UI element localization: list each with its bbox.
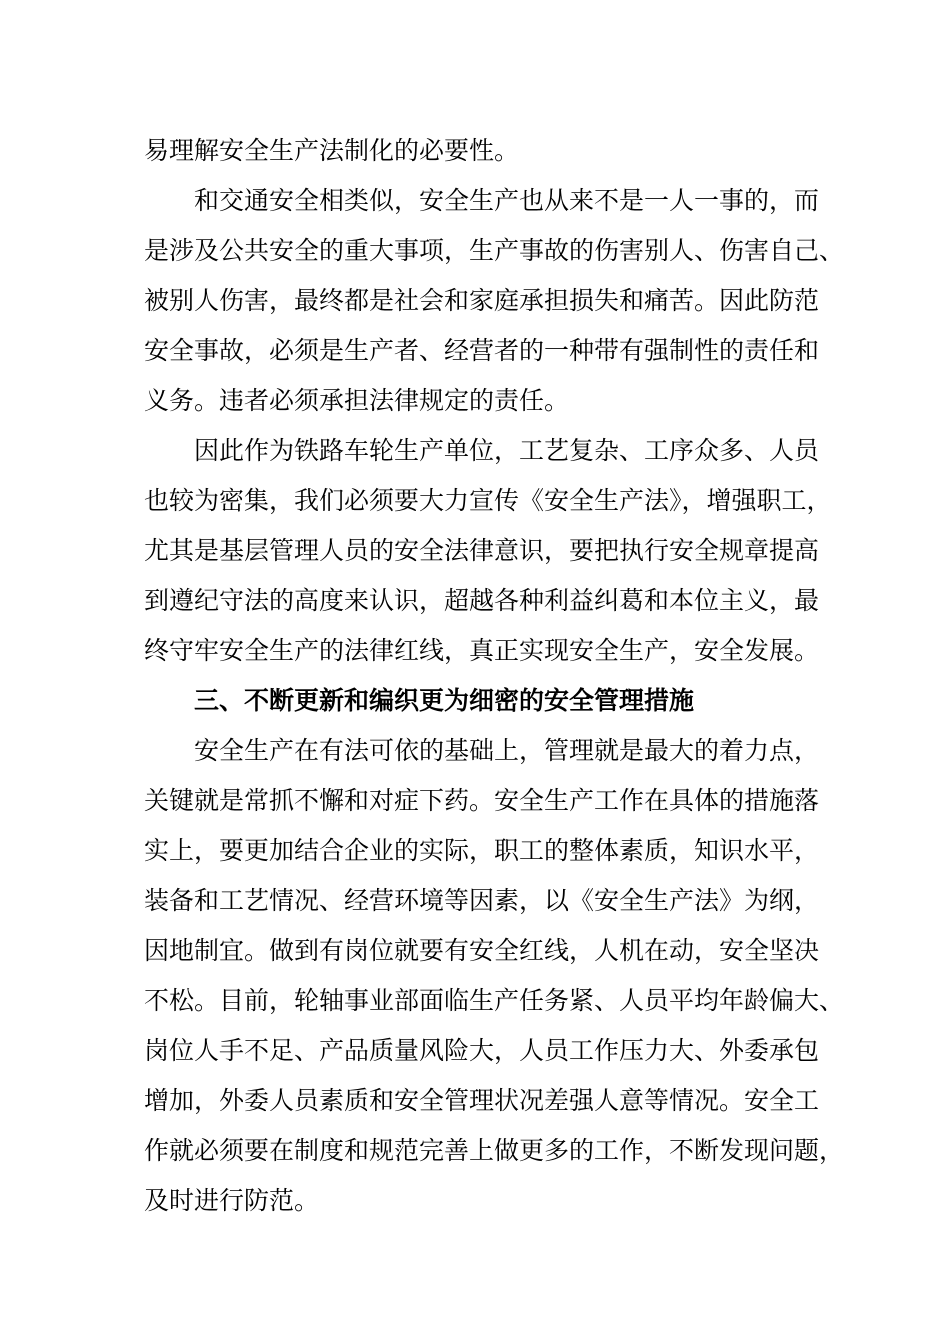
- text-line-22: 及时进行防范。: [144, 1186, 320, 1215]
- text-line-1: 易理解安全生产法制化的必要性。: [144, 136, 520, 165]
- text-line-11: 终守牢安全生产的法律红线，真正实现安全生产，安全发展。: [144, 636, 820, 665]
- text-line-3: 是涉及公共安全的重大事项，生产事故的伤害别人、伤害自己、: [144, 236, 845, 265]
- text-line-20: 增加，外委人员素质和安全管理状况差强人意等情况。安全工: [144, 1086, 820, 1115]
- text-line-5: 安全事故，必须是生产者、经营者的一种带有强制性的责任和: [144, 336, 820, 365]
- paragraph-start-line: 和交通安全相类似，安全生产也从来不是一人一事的，而: [194, 186, 820, 215]
- text-line-21: 作就必须要在制度和规范完善上做更多的工作，不断发现问题，: [144, 1136, 845, 1165]
- text-line-15: 实上，要更加结合企业的实际，职工的整体素质，知识水平，: [144, 836, 820, 865]
- text-line-18: 不松。目前，轮轴事业部面临生产任务紧、人员平均年龄偏大、: [144, 986, 845, 1015]
- text-line-16: 装备和工艺情况、经营环境等因素，以《安全生产法》为纲，: [144, 886, 820, 915]
- text-line-9: 尤其是基层管理人员的安全法律意识，要把执行安全规章提高: [144, 536, 820, 565]
- text-line-4: 被别人伤害，最终都是社会和家庭承担损失和痛苦。因此防范: [144, 286, 820, 315]
- text-line-10: 到遵纪守法的高度来认识，超越各种利益纠葛和本位主义，最: [144, 586, 820, 615]
- document-body: [144, 126, 845, 1226]
- text-line-19: 岗位人手不足、产品质量风险大，人员工作压力大、外委承包: [144, 1036, 820, 1065]
- paragraph-start-line: 安全生产在有法可依的基础上，管理就是最大的着力点，: [194, 736, 820, 765]
- text-line-17: 因地制宜。做到有岗位就要有安全红线，人机在动，安全坚决: [144, 936, 820, 965]
- text-line-6: 义务。违者必须承担法律规定的责任。: [144, 386, 570, 415]
- paragraph-start-line: 因此作为铁路车轮生产单位，工艺复杂、工序众多、人员: [194, 436, 820, 465]
- text-line-14: 关键就是常抓不懈和对症下药。安全生产工作在具体的措施落: [144, 786, 820, 815]
- section-heading: 三、不断更新和编织更为细密的安全管理措施: [194, 686, 695, 715]
- text-line-8: 也较为密集，我们必须要大力宣传《安全生产法》，增强职工，: [144, 486, 832, 515]
